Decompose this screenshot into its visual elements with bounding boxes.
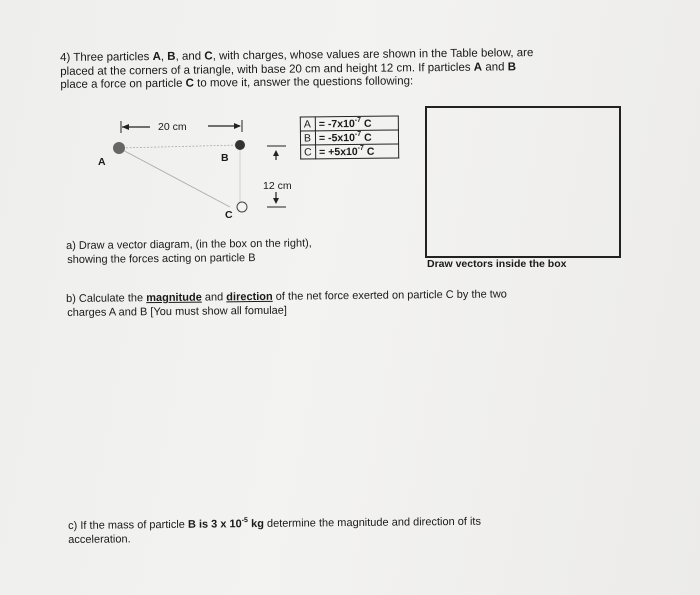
height-length-label: 12 cm xyxy=(263,180,292,192)
table-row xyxy=(301,144,399,159)
height-dimension-up-arrowhead xyxy=(273,150,279,156)
table-row xyxy=(300,116,398,131)
table-row xyxy=(300,130,398,145)
question-c xyxy=(68,512,481,547)
particle-cell: A xyxy=(300,117,315,131)
particle-c-dot xyxy=(237,202,247,212)
base-length-label: 20 cm xyxy=(158,121,187,133)
question-a xyxy=(66,237,312,267)
particle-b-dot xyxy=(235,140,245,150)
charge-table xyxy=(300,115,399,159)
base-dimension-left-arrowhead xyxy=(122,124,129,130)
triangle-diagram xyxy=(90,108,320,228)
base-dimension-right-arrowhead xyxy=(234,123,241,129)
particle-b-label: B xyxy=(221,152,229,164)
charge-value-cell: = $-5x10^{-7}$ C xyxy=(315,130,398,145)
vector-box-caption: Draw vectors inside the box xyxy=(427,258,567,270)
particle-cell: B xyxy=(300,131,315,145)
particle-a-label: A xyxy=(98,156,106,168)
particle-c-label: C xyxy=(225,209,233,221)
side-ac xyxy=(119,148,230,207)
question-c-line-1: c) If the mass of particle B is 3 x $10^{-5}$ kg determine the magnitude and direction of its xyxy=(68,515,482,532)
particle-cell: C xyxy=(301,145,316,159)
problem-statement xyxy=(60,47,560,93)
intro-line-3: place a force on particle C to move it, answer the questions following: xyxy=(60,75,414,91)
vector-drawing-box[interactable] xyxy=(425,106,621,258)
question-b-line-1: b) Calculate the magnitude and direction of the net force exerted on particle C by the two xyxy=(66,288,507,305)
particle-a-dot xyxy=(113,142,125,154)
charge-value-cell: = $-7x10^{-7}$ C xyxy=(315,116,398,131)
intro-line-2: placed at the corners of a triangle, with base 20 cm and height 12 cm. If particles A and B xyxy=(60,60,517,78)
side-ab xyxy=(119,145,240,148)
height-dimension-down-arrowhead xyxy=(273,198,279,204)
charge-value-cell: = $+5x10^{-7}$ C xyxy=(316,144,399,159)
question-b xyxy=(66,288,507,320)
question-a-line-2: showing the forces acting on particle B xyxy=(67,251,256,266)
question-a-line-1: a) Draw a vector diagram, (in the box on the right), xyxy=(66,237,312,252)
question-c-line-2: acceleration. xyxy=(68,532,131,546)
question-b-line-2: charges A and B [You must show all fomulae] xyxy=(67,304,287,319)
intro-line-1: 4) Three particles A, B, and C, with charges, whose values are shown in the Table below, are xyxy=(60,47,534,64)
triangle-svg xyxy=(90,108,320,228)
